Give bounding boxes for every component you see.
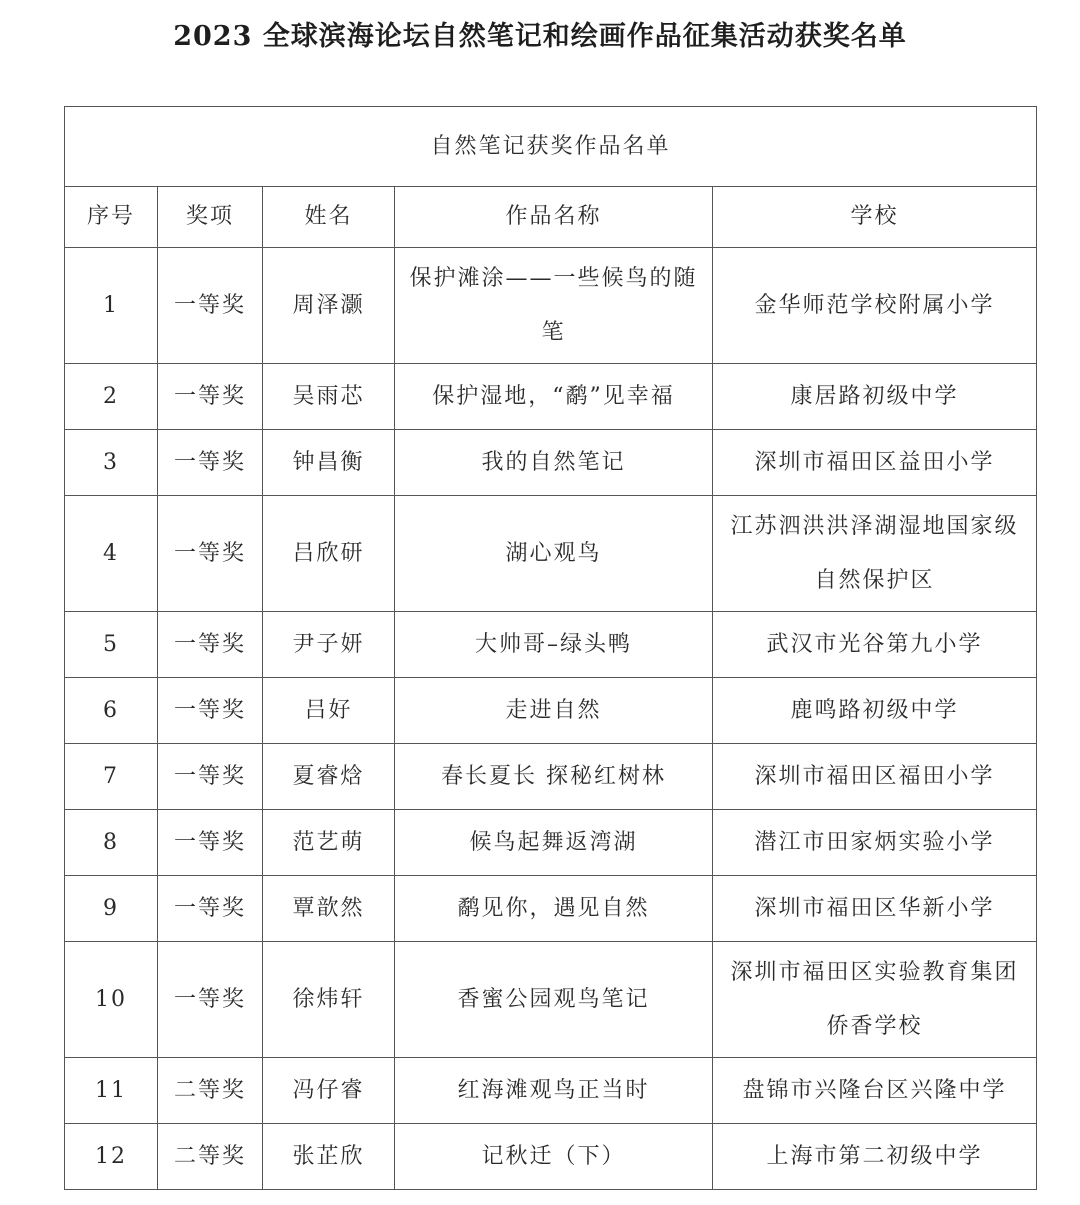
row-work: 走进自然 (395, 678, 713, 744)
row-number: 1 (65, 248, 158, 364)
row-number: 11 (65, 1058, 158, 1124)
table-caption-row (65, 107, 1037, 187)
table-row (65, 496, 1037, 612)
row-number: 2 (65, 364, 158, 430)
row-work: 鹬见你，遇见自然 (395, 876, 713, 942)
row-work: 香蜜公园观鸟笔记 (395, 942, 713, 1058)
row-number: 3 (65, 430, 158, 496)
row-school: 金华师范学校附属小学 (713, 248, 1037, 364)
row-name: 吕好 (263, 678, 395, 744)
row-school: 鹿鸣路初级中学 (713, 678, 1037, 744)
row-school: 深圳市福田区华新小学 (713, 876, 1037, 942)
row-name: 夏睿焓 (263, 744, 395, 810)
row-work: 大帅哥–绿头鸭 (395, 612, 713, 678)
header-work: 作品名称 (395, 187, 713, 248)
table-row (65, 942, 1037, 1058)
header-award: 奖项 (158, 187, 263, 248)
row-work: 春长夏长 探秘红树林 (395, 744, 713, 810)
row-award: 一等奖 (158, 744, 263, 810)
table-row (65, 810, 1037, 876)
header-name: 姓名 (263, 187, 395, 248)
row-school: 盘锦市兴隆台区兴隆中学 (713, 1058, 1037, 1124)
row-award: 一等奖 (158, 678, 263, 744)
row-award: 二等奖 (158, 1058, 263, 1124)
row-name: 尹子妍 (263, 612, 395, 678)
row-work: 记秋迁（下） (395, 1124, 713, 1190)
table-row (65, 678, 1037, 744)
table-row (65, 364, 1037, 430)
row-award: 二等奖 (158, 1124, 263, 1190)
row-work: 候鸟起舞返湾湖 (395, 810, 713, 876)
row-award: 一等奖 (158, 612, 263, 678)
row-school: 江苏泗洪洪泽湖湿地国家级自然保护区 (713, 496, 1037, 612)
header-no: 序号 (65, 187, 158, 248)
row-school: 武汉市光谷第九小学 (713, 612, 1037, 678)
table-row (65, 744, 1037, 810)
row-work: 湖心观鸟 (395, 496, 713, 612)
table-row (65, 248, 1037, 364)
header-school: 学校 (713, 187, 1037, 248)
document-title: 2023 全球滨海论坛自然笔记和绘画作品征集活动获奖名单 (173, 21, 907, 52)
row-number: 6 (65, 678, 158, 744)
row-name: 覃歆然 (263, 876, 395, 942)
awards-table (64, 106, 1037, 1190)
row-award: 一等奖 (158, 364, 263, 430)
row-work: 红海滩观鸟正当时 (395, 1058, 713, 1124)
table-row (65, 1058, 1037, 1124)
table-header-row (65, 187, 1037, 248)
row-name: 吴雨芯 (263, 364, 395, 430)
row-number: 8 (65, 810, 158, 876)
table-row (65, 430, 1037, 496)
row-award: 一等奖 (158, 430, 263, 496)
row-number: 10 (65, 942, 158, 1058)
row-school: 深圳市福田区福田小学 (713, 744, 1037, 810)
row-name: 冯仔睿 (263, 1058, 395, 1124)
row-award: 一等奖 (158, 248, 263, 364)
row-name: 徐炜轩 (263, 942, 395, 1058)
row-school: 深圳市福田区实验教育集团侨香学校 (713, 942, 1037, 1058)
row-school: 深圳市福田区益田小学 (713, 430, 1037, 496)
row-award: 一等奖 (158, 496, 263, 612)
row-award: 一等奖 (158, 876, 263, 942)
table-caption: 自然笔记获奖作品名单 (65, 107, 1037, 187)
row-work: 我的自然笔记 (395, 430, 713, 496)
row-award: 一等奖 (158, 942, 263, 1058)
row-name: 张芷欣 (263, 1124, 395, 1190)
row-number: 9 (65, 876, 158, 942)
row-name: 钟昌衡 (263, 430, 395, 496)
row-work: 保护滩涂——一些候鸟的随笔 (395, 248, 713, 364)
row-name: 周泽灏 (263, 248, 395, 364)
row-name: 吕欣研 (263, 496, 395, 612)
table-row (65, 612, 1037, 678)
table-row (65, 1124, 1037, 1190)
table-row (65, 876, 1037, 942)
row-number: 12 (65, 1124, 158, 1190)
row-number: 5 (65, 612, 158, 678)
row-work: 保护湿地，“鹬”见幸福 (395, 364, 713, 430)
row-school: 上海市第二初级中学 (713, 1124, 1037, 1190)
row-number: 7 (65, 744, 158, 810)
row-school: 潜江市田家炳实验小学 (713, 810, 1037, 876)
row-school: 康居路初级中学 (713, 364, 1037, 430)
row-award: 一等奖 (158, 810, 263, 876)
row-number: 4 (65, 496, 158, 612)
row-name: 范艺萌 (263, 810, 395, 876)
